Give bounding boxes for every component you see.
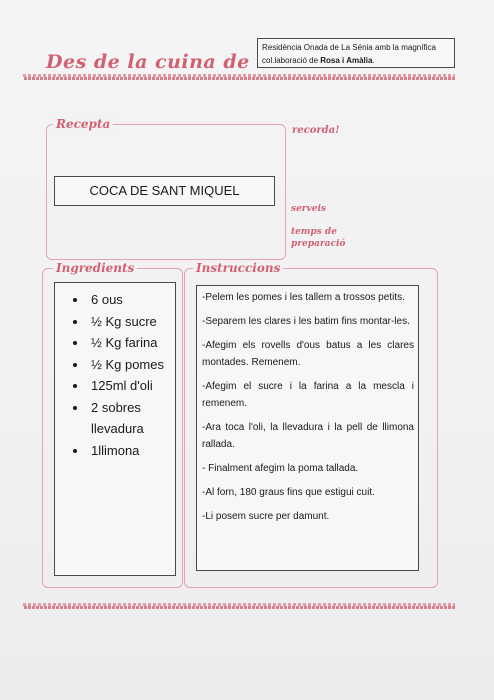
instruction-step: -Afegim els rovells d'ous batus a les clares montades. Remenem.	[202, 340, 414, 368]
ingredient-item: • ½ Kg sucre	[88, 311, 175, 333]
instruction-step: -Al forn, 180 graus fins que estigui cuit.	[202, 487, 375, 498]
instruction-step: -Li posem sucre per damunt.	[202, 511, 330, 522]
recorda-label: recorda!	[292, 125, 340, 136]
instruction-step: - Finalment afegim la poma tallada.	[202, 463, 359, 474]
instructions-box	[196, 285, 419, 571]
instruction-step: -Ara toca l'oli, la llevadura i la pell de llimona rallada.	[202, 422, 414, 450]
recipe-label: Recepta	[53, 117, 113, 131]
header-title: Des de la cuina de	[46, 51, 250, 73]
instruction-step: -Afegim el sucre i la farina a la mescla i remenem.	[202, 381, 414, 409]
ingredients-box	[54, 282, 176, 576]
ingredients-list	[55, 283, 175, 461]
ingredient-item: • ½ Kg farina	[88, 332, 175, 354]
ingredient-item: • 1llimona	[88, 440, 175, 462]
decorative-border-bottom	[23, 603, 455, 609]
instruction-step: -Pelem les pomes i les tallem a trossos petits.	[202, 292, 405, 303]
recipe-name: COCA DE SANT MIQUEL	[54, 176, 275, 206]
ingredient-item: • 125ml d'oli	[88, 375, 175, 397]
ingredient-item: • 2 sobres llevadura	[88, 397, 175, 440]
ingredient-item: • ½ Kg pomes	[88, 354, 175, 376]
credit-suffix: .	[372, 56, 375, 65]
instructions-label: Instruccions	[193, 261, 283, 275]
credit-prefix: col.laboració de	[262, 56, 321, 65]
instruction-step: -Separem les clares i les batim fins montar-les.	[202, 316, 410, 327]
ingredients-label: Ingredients	[53, 261, 137, 275]
credit-box	[257, 38, 455, 68]
decorative-border-top	[23, 74, 455, 80]
temps-line-2: preparació	[291, 239, 346, 249]
credit-line-2	[262, 54, 454, 67]
credit-line-1: Residència Onada de La Sénia amb la magnífica	[262, 43, 436, 52]
temps-line-1: temps de	[291, 227, 337, 237]
ingredient-item: • 6 ous	[88, 289, 175, 311]
preparation-time-label	[291, 226, 345, 250]
serveis-label: serveis	[291, 204, 326, 214]
credit-names: Rosa i Amàlia	[320, 56, 373, 65]
